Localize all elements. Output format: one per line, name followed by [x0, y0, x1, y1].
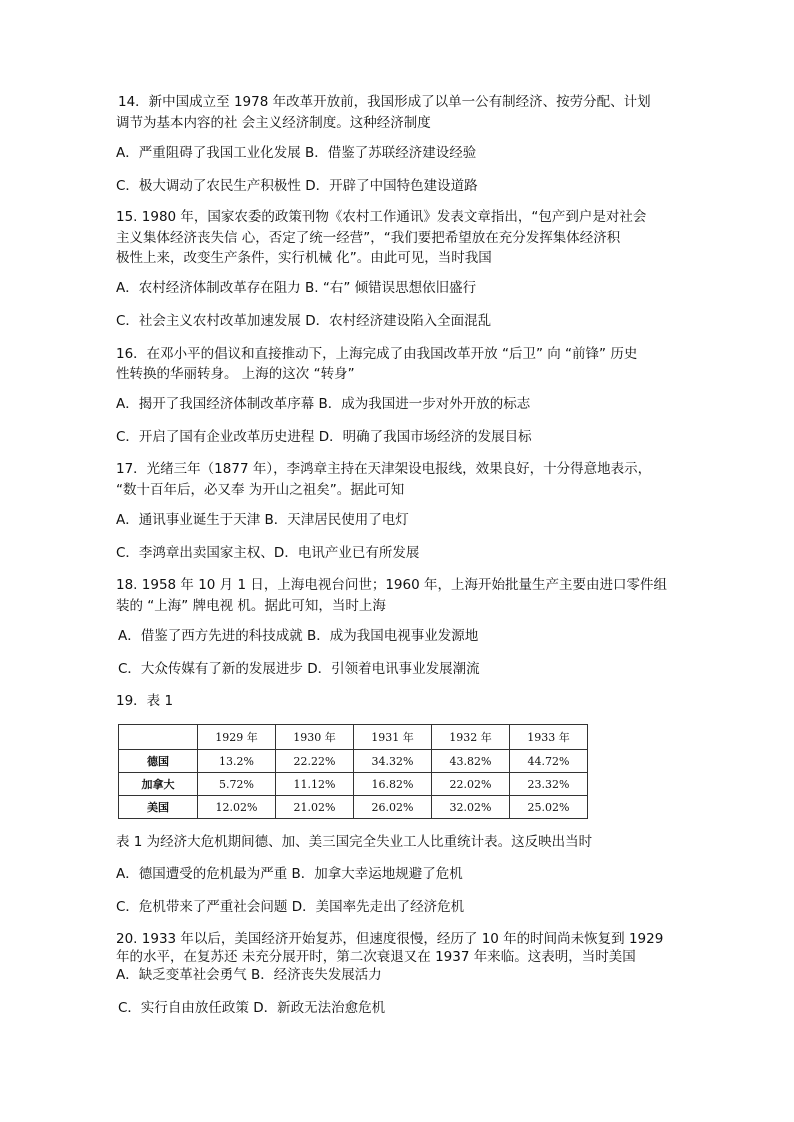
q20-options-cd: C．实行自由放任政策 D．新政无法治愈危机 — [118, 1000, 386, 1016]
q14-stem-line2: 调节为基本内容的社 会主义经济制度。这种经济制度 — [116, 115, 431, 131]
table-row-header: 德国 — [119, 750, 198, 773]
table-cell: 43.82% — [432, 750, 510, 773]
q15-stem-line2: 主义集体经济丧失信 心，否定了统一经营”，“我们要把希望放在充分发挥集体经济积 — [116, 230, 621, 246]
table-row — [119, 773, 588, 796]
q20-options-ab: A．缺乏变革社会勇气 B．经济丧失发展活力 — [116, 967, 382, 983]
table-header-cell: 1930 年 — [276, 725, 354, 750]
q14-options-ab: A．严重阻碍了我国工业化发展 B．借鉴了苏联经济建设经验 — [116, 145, 477, 161]
q14-stem-line1: 14．新中国成立至 1978 年改革开放前，我国形成了以单一公有制经济、按劳分配、计划 — [118, 94, 651, 110]
q15-stem-line3: 极性上来，改变生产条件，实行机械 化”。由此可见，当时我国 — [116, 250, 492, 266]
q19-stem: 19．表 1 — [116, 693, 174, 709]
table-row-header: 美国 — [119, 796, 198, 819]
table-row — [119, 796, 588, 819]
q16-stem-line2: 性转换的华丽转身。 上海的这次 “转身” — [116, 366, 355, 382]
table-cell: 32.02% — [432, 796, 510, 819]
q17-stem-line1: 17．光绪三年（1877 年），李鸿章主持在天津架设电报线，效果良好，十分得意地表示， — [116, 461, 652, 477]
table-cell: 12.02% — [198, 796, 276, 819]
q15-options-ab: A．农村经济体制改革存在阻力 B. “右” 倾错误思想依旧盛行 — [116, 280, 477, 296]
table-cell: 23.32% — [510, 773, 588, 796]
table-cell: 13.2% — [198, 750, 276, 773]
table-cell: 22.02% — [432, 773, 510, 796]
table-cell: 21.02% — [276, 796, 354, 819]
q18-options-cd: C．大众传媒有了新的发展进步 D．引领着电讯事业发展潮流 — [118, 661, 480, 677]
q16-stem-line1: 16．在邓小平的倡议和直接推动下，上海完成了由我国改革开放 “后卫” 向 “前锋” 历史 — [116, 346, 638, 362]
q17-stem-line2: “数十百年后，必又奉 为开山之祖矣”。据此可知 — [116, 482, 405, 498]
q16-options-ab: A．揭开了我国经济体制改革序幕 B．成为我国进一步对外开放的标志 — [116, 396, 531, 412]
q18-options-ab: A．借鉴了西方先进的科技成就 B．成为我国电视事业发源地 — [118, 628, 479, 644]
q19-options-cd: C．危机带来了严重社会问题 D．美国率先走出了经济危机 — [116, 899, 465, 915]
table-cell: 26.02% — [354, 796, 432, 819]
q18-stem-line1: 18. 1958 年 10 月 1 日，上海电视台问世；1960 年，上海开始批量生产主要由进口零件组 — [116, 577, 667, 593]
q14-options-cd: C．极大调动了农民生产积极性 D．开辟了中国特色建设道路 — [116, 178, 478, 194]
q20-stem-line1: 20. 1933 年以后，美国经济开始复苏，但速度很慢，经历了 10 年的时间尚未恢复到 1929 — [116, 931, 664, 947]
unemployment-table — [118, 724, 588, 819]
table-cell: 44.72% — [510, 750, 588, 773]
q19-options-ab: A．德国遭受的危机最为严重 B．加拿大幸运地规避了危机 — [116, 866, 463, 882]
q17-options-cd: C．李鸿章出卖国家主权、D．电讯产业已有所发展 — [116, 545, 420, 561]
table-header-cell: 1933 年 — [510, 725, 588, 750]
table-cell: 25.02% — [510, 796, 588, 819]
table-header-cell: 1929 年 — [198, 725, 276, 750]
q19-description: 表 1 为经济大危机期间德、加、美三国完全失业工人比重统计表。这反映出当时 — [116, 834, 593, 850]
q18-stem-line2: 装的 “上海” 牌电视 机。据此可知，当时上海 — [116, 598, 386, 614]
q15-stem-line1: 15. 1980 年，国家农委的政策刊物《农村工作通讯》发表文章指出，“包产到户是对社会 — [116, 209, 647, 225]
q20-stem-line2: 年的水平，在复苏还 未充分展开时，第二次衰退又在 1937 年来临。这表明，当时美国 — [116, 949, 636, 965]
q17-options-ab: A．通讯事业诞生于天津 B．天津居民使用了电灯 — [116, 512, 409, 528]
q16-options-cd: C．开启了国有企业改革历史进程 D．明确了我国市场经济的发展目标 — [116, 429, 532, 445]
table-header-cell: 1931 年 — [354, 725, 432, 750]
table-cell: 16.82% — [354, 773, 432, 796]
table-corner-cell — [119, 725, 198, 750]
table-header-cell: 1932 年 — [432, 725, 510, 750]
table-cell: 34.32% — [354, 750, 432, 773]
table-cell: 5.72% — [198, 773, 276, 796]
q15-options-cd: C．社会主义农村改革加速发展 D．农村经济建设陷入全面混乱 — [116, 313, 492, 329]
table-row — [119, 750, 588, 773]
table-cell: 22.22% — [276, 750, 354, 773]
table-row-header: 加拿大 — [119, 773, 198, 796]
table-header-row — [119, 725, 588, 750]
table-cell: 11.12% — [276, 773, 354, 796]
